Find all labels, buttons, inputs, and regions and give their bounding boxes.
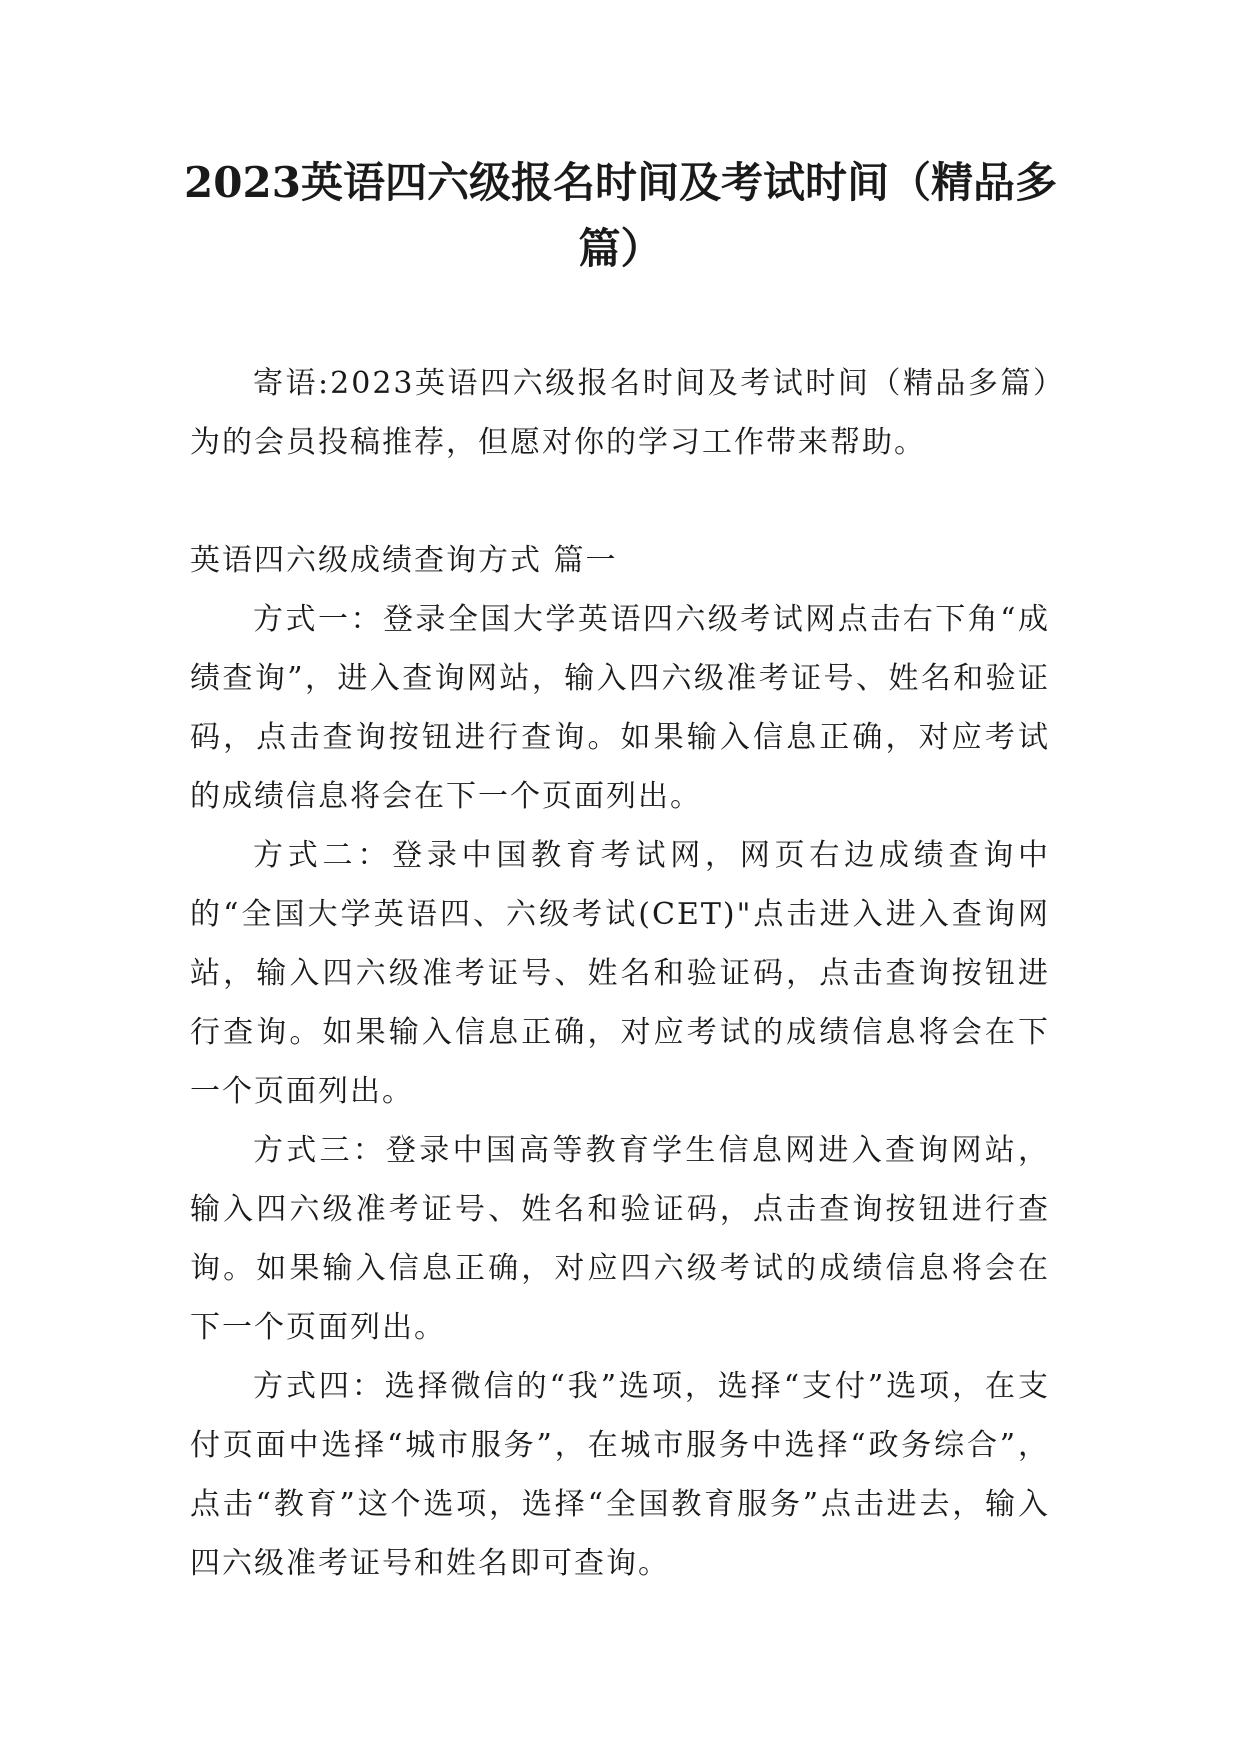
method-one-paragraph: 方式一：登录全国大学英语四六级考试网点击右下角“成绩查询”，进入查询网站，输入四六级准考证号、姓名和验证码，点击查询按钮进行查询。如果输入信息正确，对应考试的成绩信息将会在下一个页面列出。 [190, 602, 1050, 814]
intro-paragraph: 寄语:2023英语四六级报名时间及考试时间（精品多篇）为的会员投稿推荐，但愿对你的学习工作带来帮助。 [190, 366, 1050, 460]
method-four-paragraph: 方式四：选择微信的“我”选项，选择“支付”选项，在支付页面中选择“城市服务”，在城市服务中选择“政务综合”，点击“教育”这个选项，选择“全国教育服务”点击进去，输入四六级准考证号和姓名即可查询。 [190, 1369, 1050, 1581]
method-three-paragraph: 方式三：登录中国高等教育学生信息网进入查询网站，输入四六级准考证号、姓名和验证码，点击查询按钮进行查询。如果输入信息正确，对应四六级考试的成绩信息将会在下一个页面列出。 [190, 1133, 1050, 1345]
section-heading: 英语四六级成绩查询方式 篇一 [190, 543, 618, 578]
document-title: 2023英语四六级报名时间及考试时间（精品多篇） [184, 158, 1057, 273]
method-two-paragraph: 方式二：登录中国教育考试网，网页右边成绩查询中的“全国大学英语四、六级考试(CET)"点击进入进入查询网站，输入四六级准考证号、姓名和验证码，点击查询按钮进行查询。如果输入信息正确，对应考试的成绩信息将会在下一个页面列出。 [190, 838, 1050, 1109]
document-body [190, 354, 1050, 1593]
